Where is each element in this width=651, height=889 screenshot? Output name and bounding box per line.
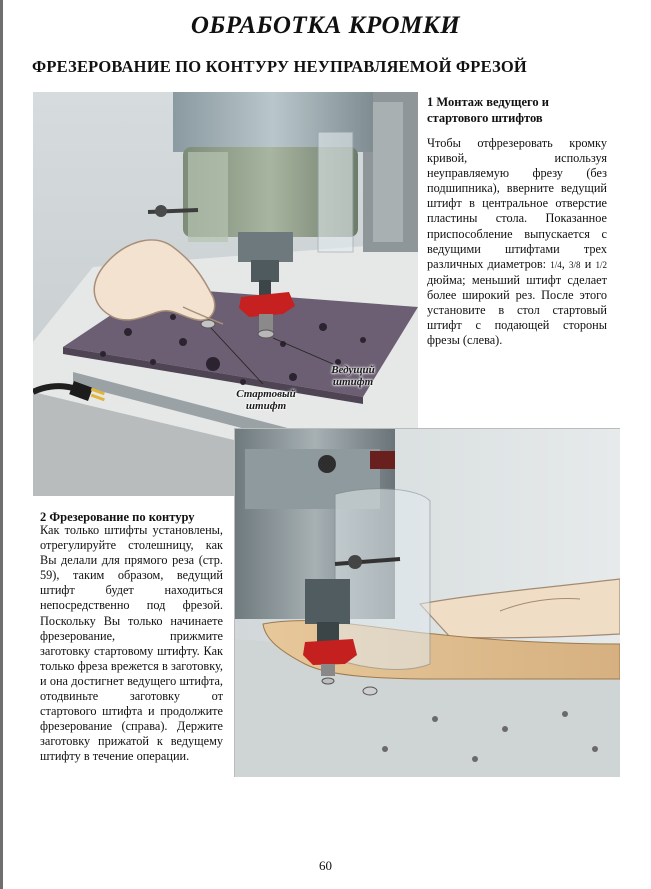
page-left-border	[0, 0, 3, 889]
callout-guide-pin: Ведущий штифт	[331, 364, 375, 388]
step-2-heading: 2 Фрезерование по контуру	[40, 510, 195, 524]
page-number: 60	[319, 858, 332, 873]
fraction-3-8: 3/8	[569, 259, 581, 270]
fraction-1-2: 1/2	[595, 259, 607, 270]
page-title: ОБРАБОТКА КРОМКИ	[190, 12, 461, 39]
section-subtitle: ФРЕЗЕРОВАНИЕ ПО КОНТУРУ НЕУПРАВЛЯЕМОЙ ФРЕЗОЙ	[32, 57, 527, 76]
step-1-heading: 1 Монтаж ведущего и стартового штифтов	[427, 95, 549, 125]
figure-2-illustration	[235, 429, 620, 777]
figure-2-contour-routing	[234, 428, 620, 777]
step-1-body: Чтобы отфрезеровать кромку кривой, используя неуправляемую фрезу (без подшипника), вверните ведущий штифт в центральное отверстие пластины стола. Показанное приспособление выпускается с ведущими штифтами трех различных диаметров: 1/4, 3/8 и 1/2 дюйма; меньший штифт сделает более широкий рез. После этого установите в стол стартовый штифт с подающей стороны фрезы (слева).	[427, 136, 607, 348]
fraction-1-4: 1/4	[550, 259, 562, 270]
callout-starting-pin: Стартовый штифт	[236, 388, 296, 412]
step-2-body: Как только штифты установлены, отрегулируйте столешницу, как Вы делали для прямого реза (стр. 59), таким образом, ведущий штифт будет находиться непосредственно под фрезой. Поскольку Вы только начинаете фрезерование, прижмите заготовку стартовому штифту. Как только фреза врежется в заготовку, и она достигнет ведущего штифта, отодвиньте заготовку от стартового штифта и продолжите фрезерование (справа). Держите заготовку прижатой к ведущему штифту в течение операции.	[40, 523, 223, 764]
